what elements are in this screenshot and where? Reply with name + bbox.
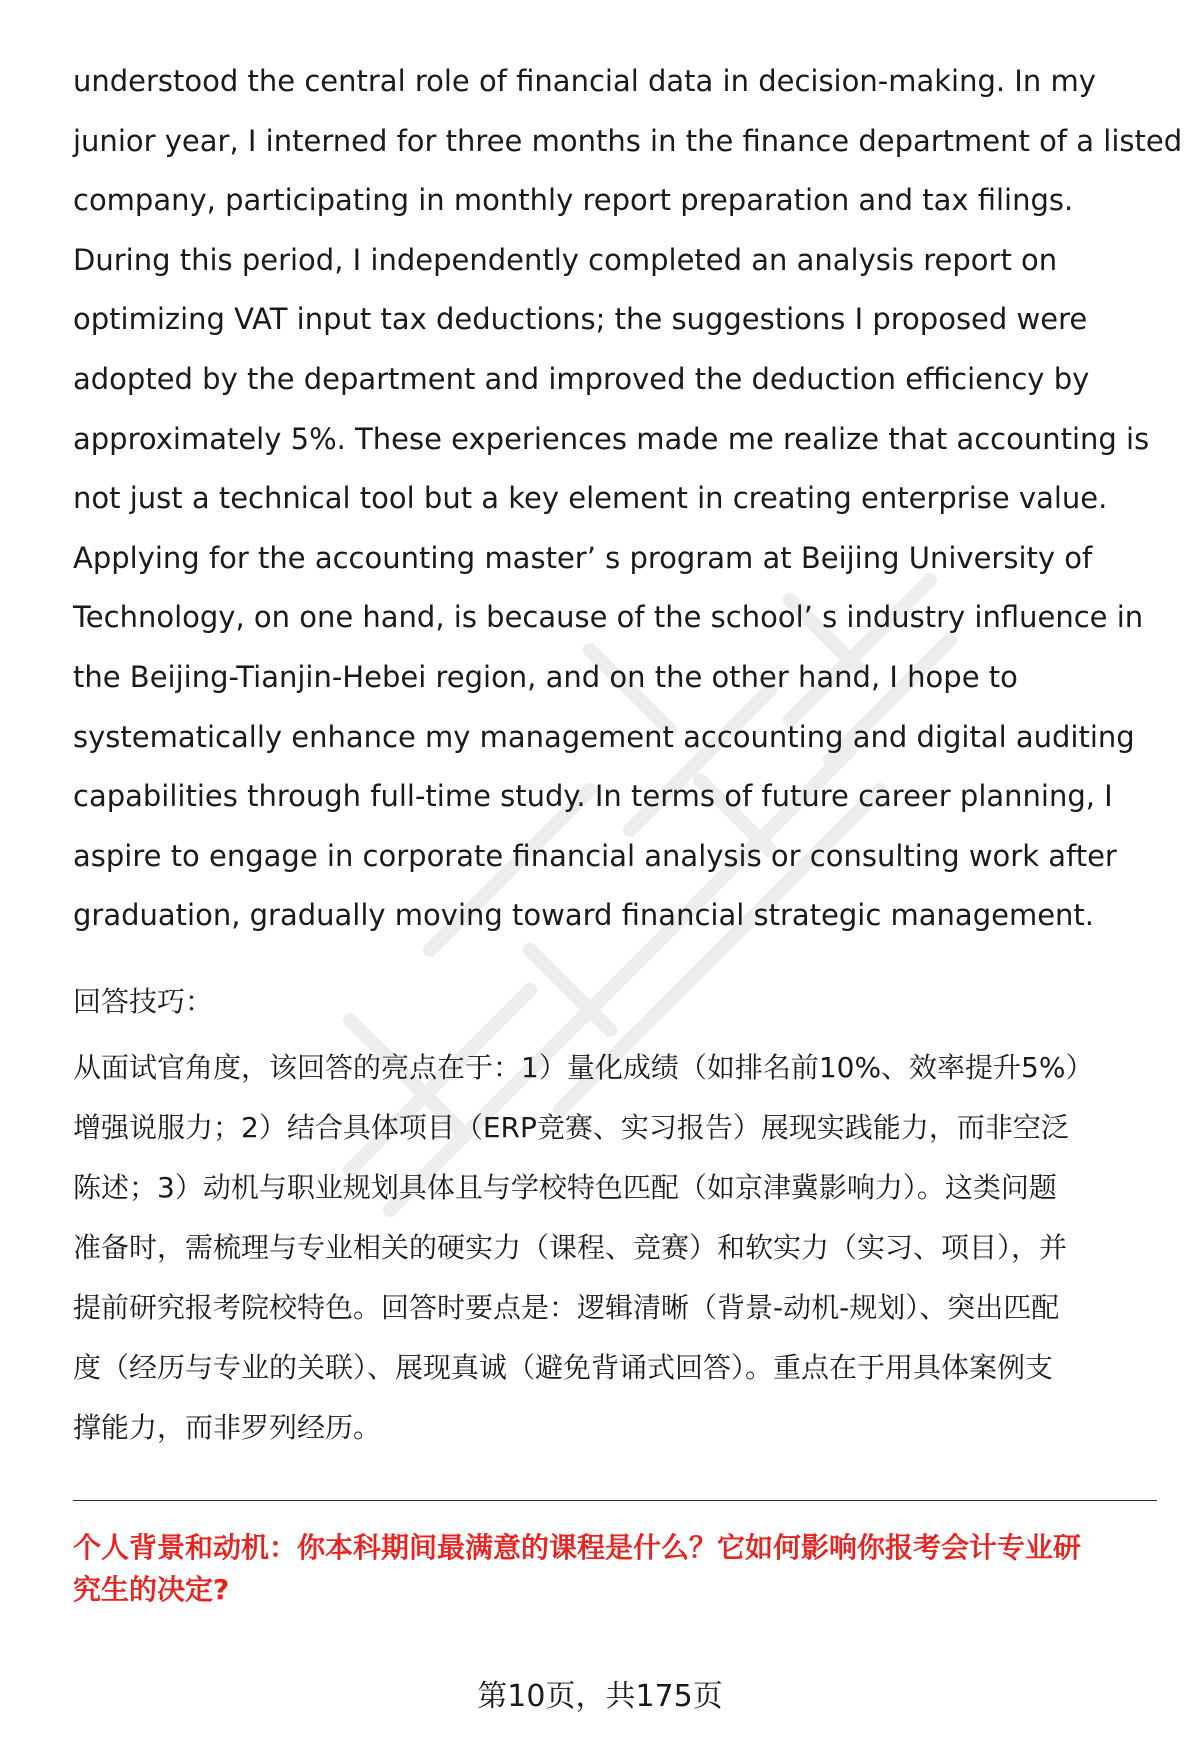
answer-line: systematically enhance my management accounting and digital auditing (73, 719, 1135, 754)
tips-line: 准备时，需梳理与专业相关的硬实力（课程、竞赛）和软实力（实习、项目），并 (73, 1231, 1068, 1264)
tips-line: 撑能力，而非罗列经历。 (73, 1411, 382, 1444)
tips-line: 提前研究报考院校特色。回答时要点是：逻辑清晰（背景-动机-规划）、突出匹配 (73, 1291, 1060, 1324)
answer-line: understood the central role of financial data in decision-making. In my (73, 64, 1096, 98)
answer-line: optimizing VAT input tax deductions; the suggestions I proposed were (73, 302, 1088, 337)
page-number-footer: 第10页，共175页 (477, 1679, 723, 1714)
answer-tips-section (73, 980, 1163, 1458)
english-answer-paragraph (73, 52, 1183, 946)
next-question-heading (73, 1527, 1163, 1611)
answer-line: the Beijing-Tianjin-Hebei region, and on the other hand, I hope to (73, 659, 1018, 694)
tips-line: 陈述；3）动机与职业规划具体且与学校特色匹配（如京津冀影响力）。这类问题 (73, 1171, 1057, 1204)
tips-line: 增强说服力；2）结合具体项目（ERP竞赛、实习报告）展现实践能力，而非空泛 (73, 1111, 1069, 1144)
answer-line: graduation, gradually moving toward financial strategic management. (73, 898, 1095, 933)
answer-line: approximately 5%. These experiences made me realize that accounting is (73, 421, 1150, 456)
answer-line: junior year, I interned for three months in the finance department of a listed (73, 123, 1183, 158)
answer-line: not just a technical tool but a key element in creating enterprise value. (73, 481, 1108, 516)
question-line: 个人背景和动机：你本科期间最满意的课程是什么？它如何影响你报考会计专业研 (73, 1531, 1082, 1564)
answer-line: Technology, on one hand, is because of the school’ s industry influence in (73, 600, 1144, 635)
question-line: 究生的决定? (73, 1573, 230, 1606)
answer-line: adopted by the department and improved the deduction efficiency by (73, 361, 1090, 396)
answer-line: Applying for the accounting master’ s program at Beijing University of (73, 540, 1093, 575)
tips-line: 度（经历与专业的关联）、展现真诚（避免背诵式回答）。重点在于用具体案例支 (73, 1351, 1054, 1384)
answer-line: capabilities through full-time study. In terms of future career planning, I (73, 779, 1113, 814)
section-divider (73, 1500, 1157, 1501)
answer-line: During this period, I independently completed an analysis report on (73, 242, 1058, 277)
tips-heading: 回答技巧： (73, 985, 214, 1018)
answer-line: aspire to engage in corporate financial analysis or consulting work after (73, 838, 1117, 873)
tips-line: 从面试官角度，该回答的亮点在于：1）量化成绩（如排名前10%、效率提升5%） (73, 1051, 1094, 1084)
answer-line: company, participating in monthly report preparation and tax filings. (73, 183, 1074, 218)
